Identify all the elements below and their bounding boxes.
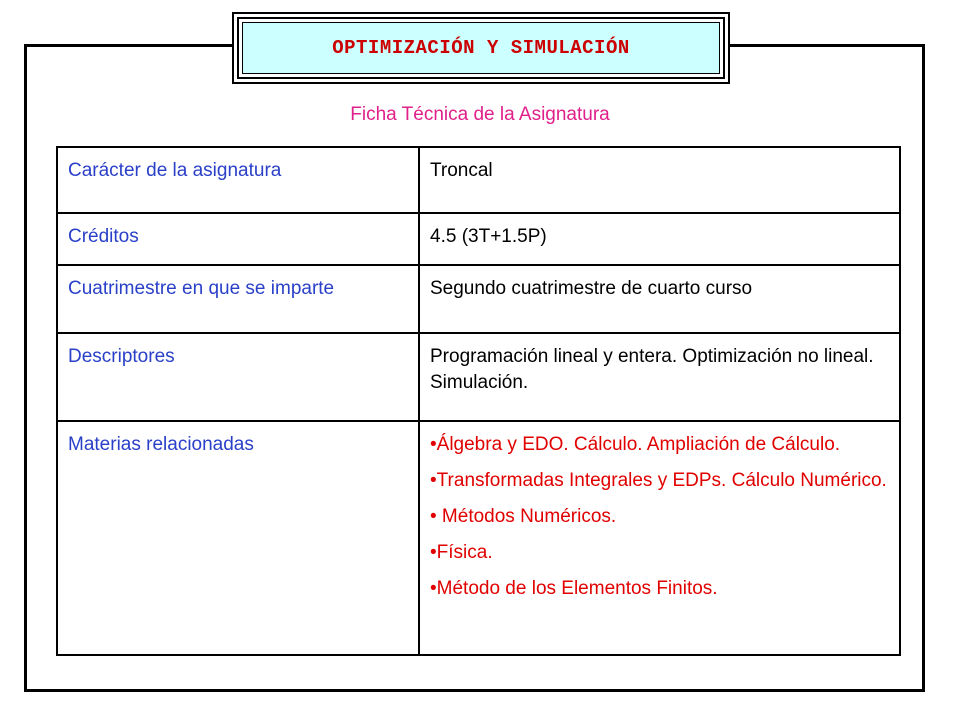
table-row bbox=[57, 147, 900, 213]
table-row bbox=[57, 421, 900, 655]
table-row bbox=[57, 213, 900, 265]
row-value: 4.5 (3T+1.5P) bbox=[419, 213, 900, 265]
title-box bbox=[232, 12, 730, 84]
info-table bbox=[56, 146, 901, 656]
row-value: Programación lineal y entera. Optimización no lineal. Simulación. bbox=[419, 333, 900, 421]
title-inner-frame bbox=[237, 17, 725, 79]
list-item: •Transformadas Integrales y EDPs. Cálculo Numérico. bbox=[430, 470, 887, 491]
list-item: •Álgebra y EDO. Cálculo. Ampliación de Cálculo. bbox=[430, 434, 841, 455]
row-label: Descriptores bbox=[57, 333, 419, 421]
related-subjects-list bbox=[419, 421, 900, 655]
row-label: Materias relacionadas bbox=[57, 421, 419, 655]
row-label: Cuatrimestre en que se imparte bbox=[57, 265, 419, 333]
row-label: Carácter de la asignatura bbox=[57, 147, 419, 213]
table-row bbox=[57, 333, 900, 421]
page-title: OPTIMIZACIÓN Y SIMULACIÓN bbox=[242, 22, 720, 74]
row-value: Segundo cuatrimestre de cuarto curso bbox=[419, 265, 900, 333]
row-value: Troncal bbox=[419, 147, 900, 213]
row-label: Créditos bbox=[57, 213, 419, 265]
list-item: •Método de los Elementos Finitos. bbox=[430, 578, 718, 599]
table-row bbox=[57, 265, 900, 333]
list-item: • Métodos Numéricos. bbox=[430, 506, 617, 527]
subtitle: Ficha Técnica de la Asignatura bbox=[350, 104, 610, 125]
list-item: •Física. bbox=[430, 542, 493, 563]
